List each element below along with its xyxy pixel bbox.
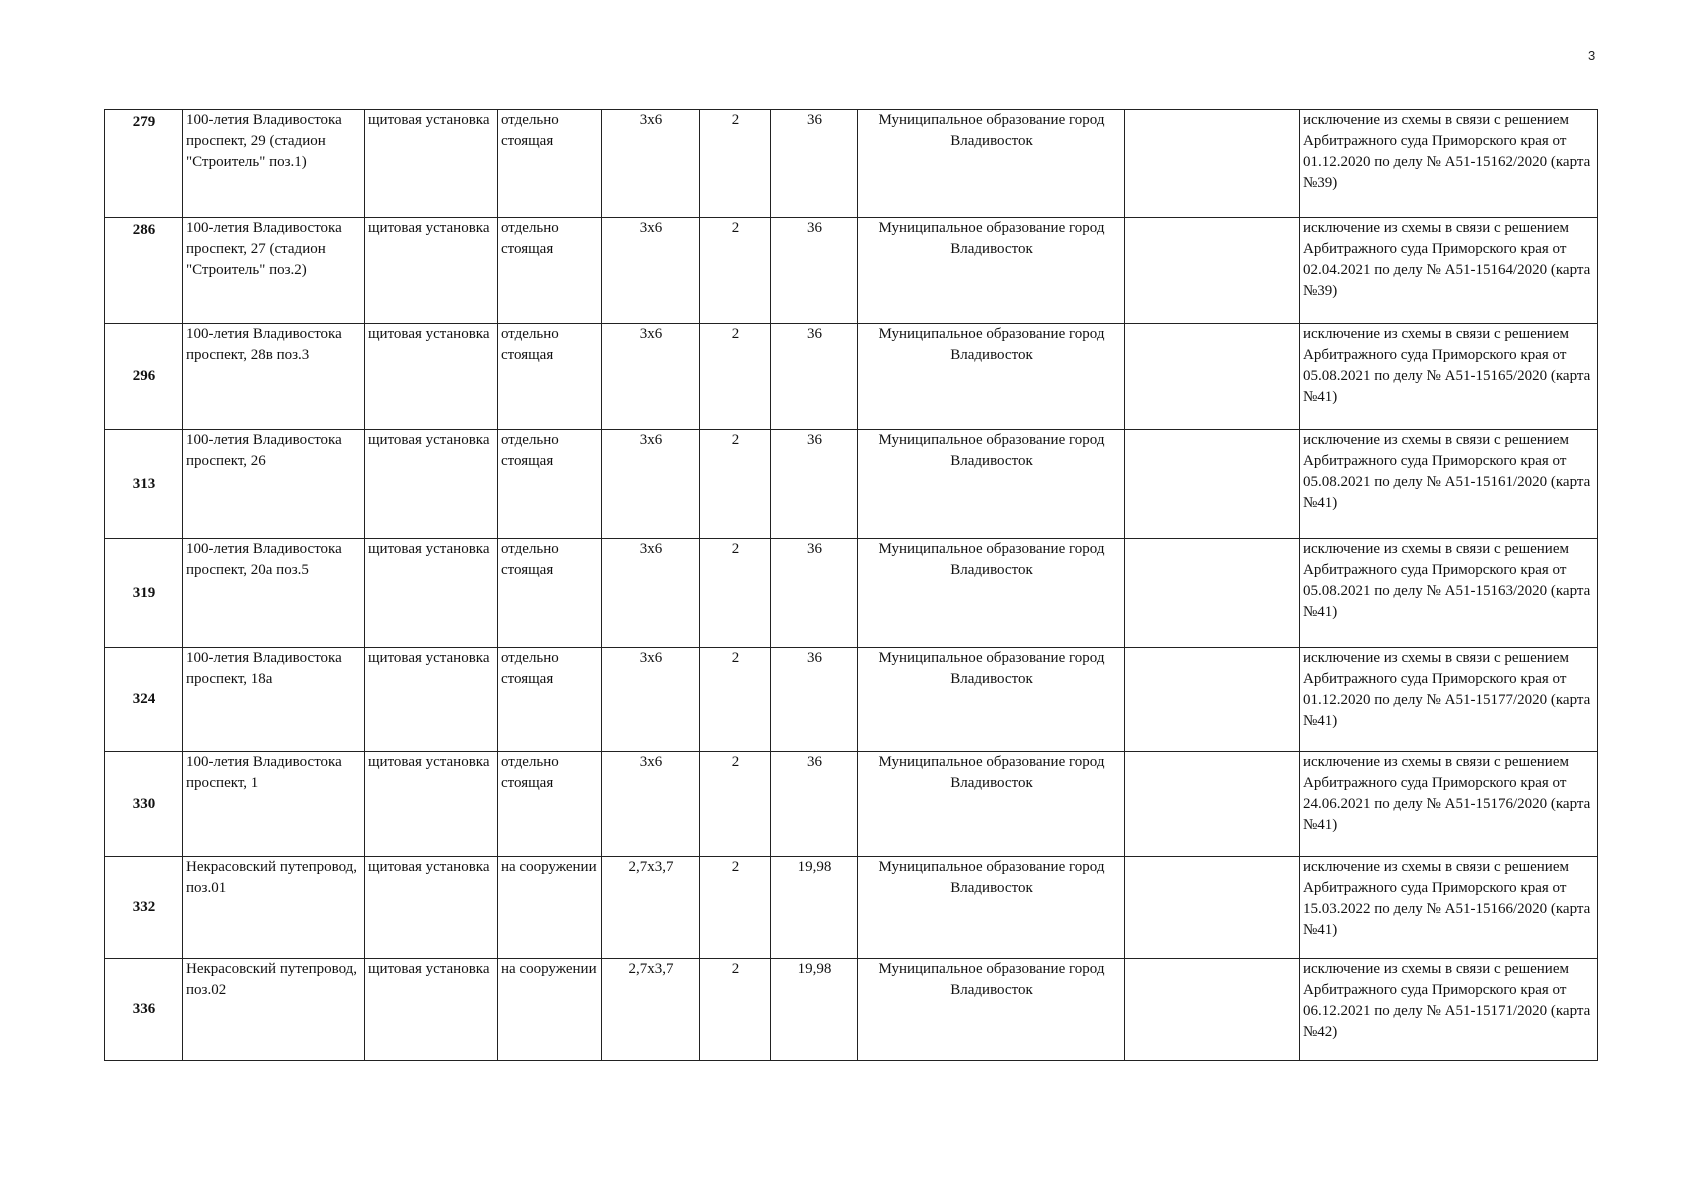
- owner-cell: Муниципальное образование город Владивосток: [858, 959, 1125, 1061]
- area-cell: 36: [771, 648, 858, 752]
- note-cell: исключение из схемы в связи с решением Арбитражного суда Приморского края от 24.06.2021 по делу № А51-15176/2020 (карта №41): [1300, 752, 1598, 857]
- placement-cell: отдельно стоящая: [498, 324, 602, 430]
- size-cell: 3х6: [602, 539, 700, 648]
- address-cell: 100-летия Владивостока проспект, 26: [183, 430, 365, 539]
- size-cell: 3х6: [602, 324, 700, 430]
- address-cell: Некрасовский путепровод, поз.02: [183, 959, 365, 1061]
- sides-cell: 2: [700, 218, 771, 324]
- table-row: [105, 752, 1598, 857]
- page-number: 3: [1588, 48, 1596, 63]
- table-row: [105, 218, 1598, 324]
- extra-cell: [1125, 648, 1300, 752]
- construction-type-cell: щитовая установка: [365, 959, 498, 1061]
- construction-type-cell: щитовая установка: [365, 430, 498, 539]
- owner-cell: Муниципальное образование город Владивосток: [858, 218, 1125, 324]
- placement-cell: отдельно стоящая: [498, 430, 602, 539]
- table-row: [105, 857, 1598, 959]
- row-number: 336: [105, 959, 183, 1061]
- row-number: 319: [105, 539, 183, 648]
- area-cell: 36: [771, 324, 858, 430]
- sides-cell: 2: [700, 539, 771, 648]
- note-cell: исключение из схемы в связи с решением Арбитражного суда Приморского края от 02.04.2021 по делу № А51-15164/2020 (карта №39): [1300, 218, 1598, 324]
- placement-cell: отдельно стоящая: [498, 648, 602, 752]
- table-row: [105, 110, 1598, 218]
- extra-cell: [1125, 430, 1300, 539]
- area-cell: 36: [771, 752, 858, 857]
- construction-type-cell: щитовая установка: [365, 648, 498, 752]
- address-cell: 100-летия Владивостока проспект, 20а поз.5: [183, 539, 365, 648]
- size-cell: 3х6: [602, 110, 700, 218]
- address-cell: 100-летия Владивостока проспект, 18а: [183, 648, 365, 752]
- extra-cell: [1125, 959, 1300, 1061]
- note-cell: исключение из схемы в связи с решением Арбитражного суда Приморского края от 05.08.2021 по делу № А51-15161/2020 (карта №41): [1300, 430, 1598, 539]
- placement-cell: на сооружении: [498, 959, 602, 1061]
- sides-cell: 2: [700, 752, 771, 857]
- construction-type-cell: щитовая установка: [365, 218, 498, 324]
- construction-type-cell: щитовая установка: [365, 110, 498, 218]
- note-cell: исключение из схемы в связи с решением Арбитражного суда Приморского края от 06.12.2021 по делу № А51-15171/2020 (карта №42): [1300, 959, 1598, 1061]
- row-number: 332: [105, 857, 183, 959]
- extra-cell: [1125, 110, 1300, 218]
- construction-type-cell: щитовая установка: [365, 324, 498, 430]
- sides-cell: 2: [700, 959, 771, 1061]
- extra-cell: [1125, 857, 1300, 959]
- extra-cell: [1125, 218, 1300, 324]
- address-cell: 100-летия Владивостока проспект, 27 (стадион "Строитель" поз.2): [183, 218, 365, 324]
- row-number: 296: [105, 324, 183, 430]
- table-row: [105, 430, 1598, 539]
- owner-cell: Муниципальное образование город Владивосток: [858, 324, 1125, 430]
- table-row: [105, 539, 1598, 648]
- area-cell: 19,98: [771, 857, 858, 959]
- sides-cell: 2: [700, 324, 771, 430]
- sides-cell: 2: [700, 430, 771, 539]
- registry-table: [104, 109, 1598, 1061]
- address-cell: 100-летия Владивостока проспект, 28в поз.3: [183, 324, 365, 430]
- construction-type-cell: щитовая установка: [365, 752, 498, 857]
- placement-cell: на сооружении: [498, 857, 602, 959]
- extra-cell: [1125, 539, 1300, 648]
- placement-cell: отдельно стоящая: [498, 218, 602, 324]
- area-cell: 36: [771, 110, 858, 218]
- construction-type-cell: щитовая установка: [365, 539, 498, 648]
- note-cell: исключение из схемы в связи с решением Арбитражного суда Приморского края от 01.12.2020 по делу № А51-15177/2020 (карта №41): [1300, 648, 1598, 752]
- owner-cell: Муниципальное образование город Владивосток: [858, 752, 1125, 857]
- area-cell: 19,98: [771, 959, 858, 1061]
- row-number: 279: [105, 110, 183, 218]
- note-cell: исключение из схемы в связи с решением Арбитражного суда Приморского края от 05.08.2021 по делу № А51-15163/2020 (карта №41): [1300, 539, 1598, 648]
- sides-cell: 2: [700, 857, 771, 959]
- extra-cell: [1125, 324, 1300, 430]
- construction-type-cell: щитовая установка: [365, 857, 498, 959]
- size-cell: 3х6: [602, 648, 700, 752]
- row-number: 324: [105, 648, 183, 752]
- owner-cell: Муниципальное образование город Владивосток: [858, 539, 1125, 648]
- table-row: [105, 648, 1598, 752]
- size-cell: 3х6: [602, 430, 700, 539]
- sides-cell: 2: [700, 648, 771, 752]
- owner-cell: Муниципальное образование город Владивосток: [858, 110, 1125, 218]
- note-cell: исключение из схемы в связи с решением Арбитражного суда Приморского края от 15.03.2022 по делу № А51-15166/2020 (карта №41): [1300, 857, 1598, 959]
- placement-cell: отдельно стоящая: [498, 752, 602, 857]
- area-cell: 36: [771, 218, 858, 324]
- placement-cell: отдельно стоящая: [498, 110, 602, 218]
- sides-cell: 2: [700, 110, 771, 218]
- address-cell: Некрасовский путепровод, поз.01: [183, 857, 365, 959]
- table-row: [105, 324, 1598, 430]
- table-row: [105, 959, 1598, 1061]
- size-cell: 3х6: [602, 218, 700, 324]
- size-cell: 2,7х3,7: [602, 959, 700, 1061]
- size-cell: 2,7х3,7: [602, 857, 700, 959]
- note-cell: исключение из схемы в связи с решением Арбитражного суда Приморского края от 01.12.2020 по делу № А51-15162/2020 (карта №39): [1300, 110, 1598, 218]
- placement-cell: отдельно стоящая: [498, 539, 602, 648]
- row-number: 313: [105, 430, 183, 539]
- area-cell: 36: [771, 430, 858, 539]
- row-number: 330: [105, 752, 183, 857]
- owner-cell: Муниципальное образование город Владивосток: [858, 857, 1125, 959]
- extra-cell: [1125, 752, 1300, 857]
- address-cell: 100-летия Владивостока проспект, 1: [183, 752, 365, 857]
- note-cell: исключение из схемы в связи с решением Арбитражного суда Приморского края от 05.08.2021 по делу № А51-15165/2020 (карта №41): [1300, 324, 1598, 430]
- owner-cell: Муниципальное образование город Владивосток: [858, 430, 1125, 539]
- row-number: 286: [105, 218, 183, 324]
- address-cell: 100-летия Владивостока проспект, 29 (стадион "Строитель" поз.1): [183, 110, 365, 218]
- owner-cell: Муниципальное образование город Владивосток: [858, 648, 1125, 752]
- size-cell: 3х6: [602, 752, 700, 857]
- area-cell: 36: [771, 539, 858, 648]
